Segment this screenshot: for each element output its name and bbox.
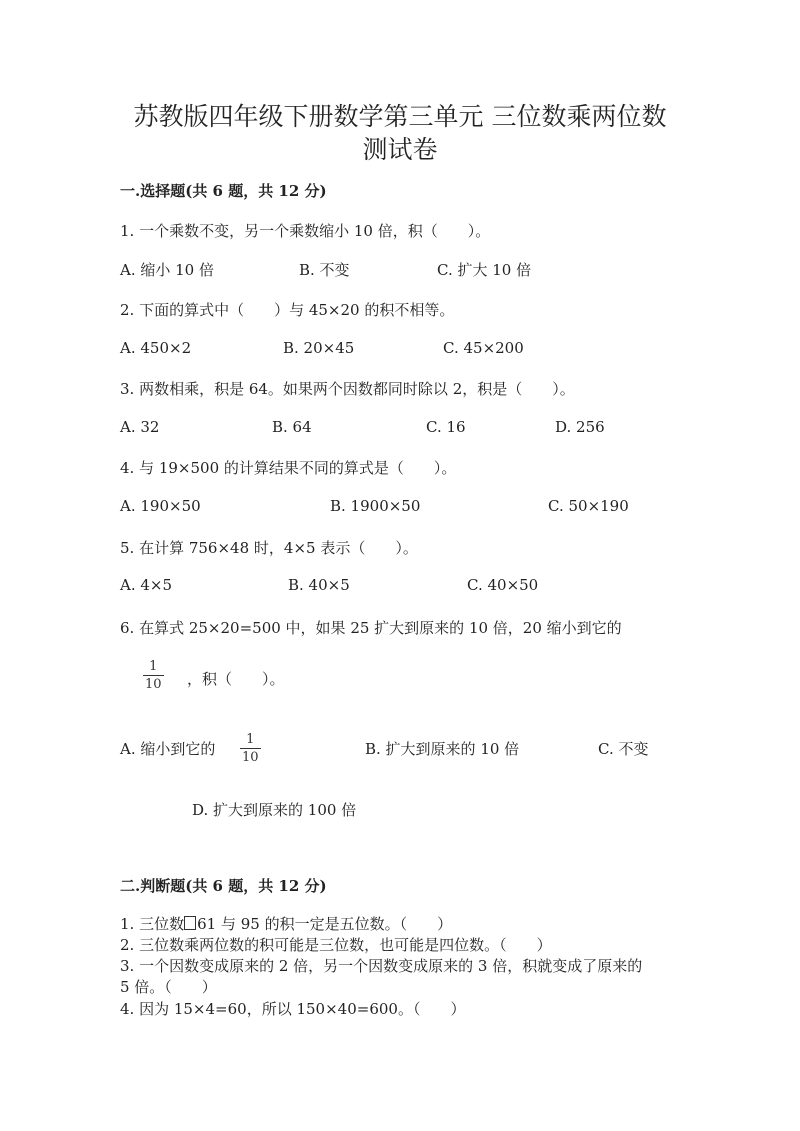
q6-option-a-fraction (240, 733, 261, 764)
question-6-continued: ，积（ ）。 (187, 670, 285, 688)
judgement-3-line1: 3. 一个因数变成原来的 2 倍，另一个因数变成原来的 3 倍，积就变成了原来的 (120, 957, 643, 975)
q2-option-a: A. 450×2 (120, 339, 192, 357)
judgement-2: 2. 三位数乘两位数的积可能是三位数，也可能是四位数。（ ） (120, 936, 552, 954)
q3-option-a: A. 32 (120, 418, 160, 436)
blank-digit-box (184, 916, 196, 930)
question-5: 5. 在计算 756×48 时，4×5 表示（ ）。 (120, 539, 418, 557)
q5-option-c: C. 40×50 (467, 576, 539, 594)
q3-option-c: C. 16 (426, 418, 466, 436)
q4-option-c: C. 50×190 (548, 497, 629, 515)
q6-option-fraction-numerator: 1 (246, 732, 255, 747)
judgement-4: 4. 因为 15×4=60，所以 150×40=600。（ ） (120, 1000, 466, 1018)
q3-option-b: B. 64 (272, 418, 312, 436)
judgement-1 (120, 913, 452, 934)
q5-option-b: B. 40×5 (288, 576, 350, 594)
q6-option-c: C. 不变 (598, 740, 649, 758)
judgement-3-line2: 5 倍。（ ） (120, 978, 217, 996)
q6-option-b: B. 扩大到原来的 10 倍 (365, 740, 520, 758)
q2-option-b: B. 20×45 (283, 339, 355, 357)
question-4: 4. 与 19×500 的计算结果不同的算式是（ ）。 (120, 459, 457, 477)
judgement-1-suffix: 61 与 95 的积一定是五位数。（ ） (197, 915, 453, 933)
page-title-line2: 测试卷 (362, 135, 438, 164)
q6-option-fraction-denominator: 10 (242, 750, 259, 765)
q1-option-b: B. 不变 (299, 261, 350, 279)
q4-option-b: B. 1900×50 (330, 497, 421, 515)
q6-fraction (143, 660, 164, 691)
q6-fraction-denominator: 10 (145, 677, 162, 692)
q6-fraction-numerator: 1 (149, 659, 158, 674)
q6-option-d: D. 扩大到原来的 100 倍 (192, 801, 357, 819)
q2-option-c: C. 45×200 (443, 339, 524, 357)
q4-option-a: A. 190×50 (120, 497, 201, 515)
q1-option-c: C. 扩大 10 倍 (437, 261, 532, 279)
question-1: 1. 一个乘数不变，另一个乘数缩小 10 倍，积（ ）。 (120, 222, 491, 240)
section-heading-judgement: 二.判断题(共 6 题，共 12 分) (120, 877, 327, 895)
q6-option-a: A. 缩小到它的 (120, 740, 216, 758)
question-3: 3. 两数相乘，积是 64。如果两个因数都同时除以 2，积是（ ）。 (120, 380, 575, 398)
judgement-1-prefix: 1. 三位数 (120, 915, 185, 933)
page-title-line1: 苏教版四年级下册数学第三单元 三位数乘两位数 (133, 102, 667, 131)
q3-option-d: D. 256 (555, 418, 605, 436)
section-heading-choice: 一.选择题(共 6 题，共 12 分) (120, 182, 327, 200)
q5-option-a: A. 4×5 (120, 576, 173, 594)
question-6: 6. 在算式 25×20=500 中，如果 25 扩大到原来的 10 倍，20 缩小到它的 (120, 619, 622, 637)
question-2: 2. 下面的算式中（ ）与 45×20 的积不相等。 (120, 301, 455, 319)
q1-option-a: A. 缩小 10 倍 (120, 261, 214, 279)
